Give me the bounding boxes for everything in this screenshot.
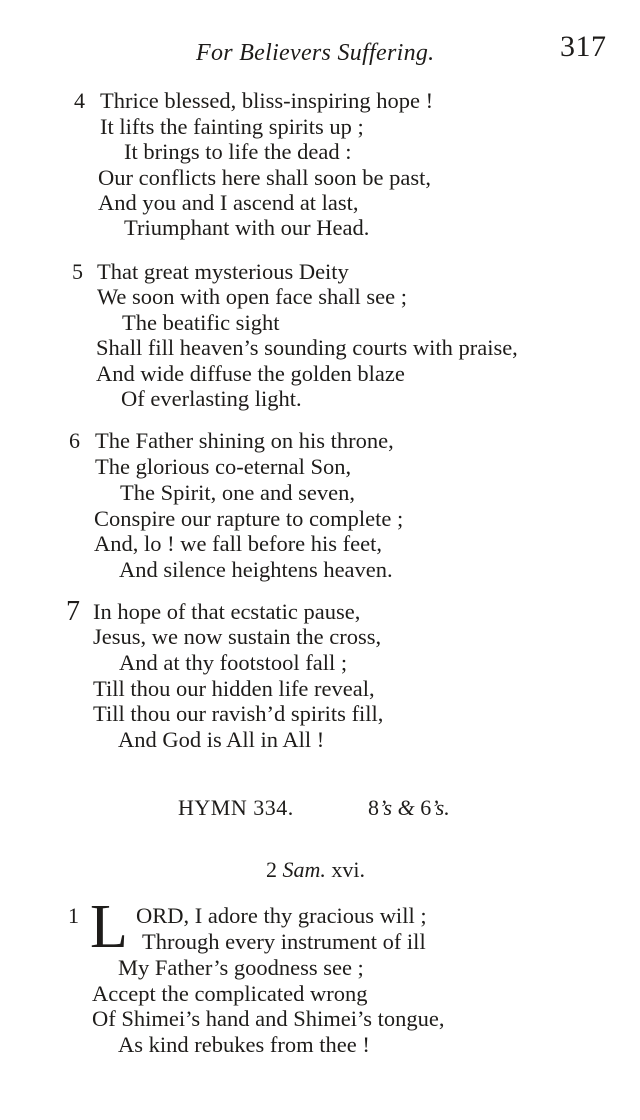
verse-line: And God is All in All ! [118, 727, 325, 752]
verse-line: As kind rebukes from thee ! [118, 1032, 370, 1057]
verse-line: In hope of that ecstatic pause, [93, 599, 361, 624]
verse-line: Till thou our hidden life reveal, [93, 676, 375, 701]
meter-suffix: ’s. [431, 795, 450, 820]
scripture-book-number: 2 [266, 857, 277, 882]
stanza-number: 5 [72, 259, 83, 284]
verse-line: And silence heightens heaven. [119, 557, 393, 582]
verse-line: It lifts the fainting spirits up ; [100, 114, 364, 139]
verse-line: Shall fill heaven’s sounding courts with praise, [96, 335, 518, 360]
verse-line: The Spirit, one and seven, [120, 480, 355, 505]
verse-line: The Father shining on his throne, [95, 428, 394, 453]
hymn-heading: HYMN 334. [178, 795, 294, 820]
meter-ampersand: & [392, 795, 421, 820]
scripture-reference [266, 857, 365, 883]
verse-line: Accept the complicated wrong [92, 981, 368, 1006]
running-head-title: For Believers Suffering. [196, 40, 435, 66]
hymn-meter [368, 795, 450, 821]
scripture-chapter: xvi. [331, 857, 366, 882]
verse-line: Jesus, we now sustain the cross, [93, 624, 382, 649]
verse-line: Thrice blessed, bliss-inspiring hope ! [100, 88, 434, 113]
verse-line: And you and I ascend at last, [98, 190, 359, 215]
page-number: 317 [560, 30, 607, 63]
verse-line: That great mysterious Deity [97, 259, 349, 284]
verse-line: And, lo ! we fall before his feet, [94, 531, 383, 556]
verse-line: ORD, I adore thy gracious will ; [136, 903, 427, 928]
stanza-number: 1 [68, 903, 79, 928]
verse-line: The glorious co-eternal Son, [95, 454, 352, 479]
meter-number: 8 [368, 795, 379, 820]
meter-suffix: ’s [379, 795, 393, 820]
verse-line: And wide diffuse the golden blaze [96, 361, 405, 386]
stanza-number: 6 [69, 428, 80, 453]
verse-line: The beatific sight [122, 310, 280, 335]
verse-line: We soon with open face shall see ; [97, 284, 407, 309]
verse-line: It brings to life the dead : [124, 139, 352, 164]
verse-line: Till thou our ravish’d spirits fill, [93, 701, 384, 726]
verse-line: My Father’s goodness see ; [118, 955, 364, 980]
stanza-number: 7 [66, 596, 80, 627]
verse-line: And at thy footstool fall ; [119, 650, 348, 675]
verse-line: Of everlasting light. [121, 386, 302, 411]
drop-cap-letter: L [90, 893, 128, 961]
scripture-book: Sam. [282, 857, 326, 882]
verse-line: Through every instrument of ill [142, 929, 426, 954]
verse-line: Triumphant with our Head. [124, 215, 370, 240]
verse-line: Conspire our rapture to complete ; [94, 506, 404, 531]
stanza-number: 4 [74, 88, 85, 113]
verse-line: Of Shimei’s hand and Shimei’s tongue, [92, 1006, 445, 1031]
verse-line: Our conflicts here shall soon be past, [98, 165, 432, 190]
meter-number: 6 [420, 795, 432, 820]
